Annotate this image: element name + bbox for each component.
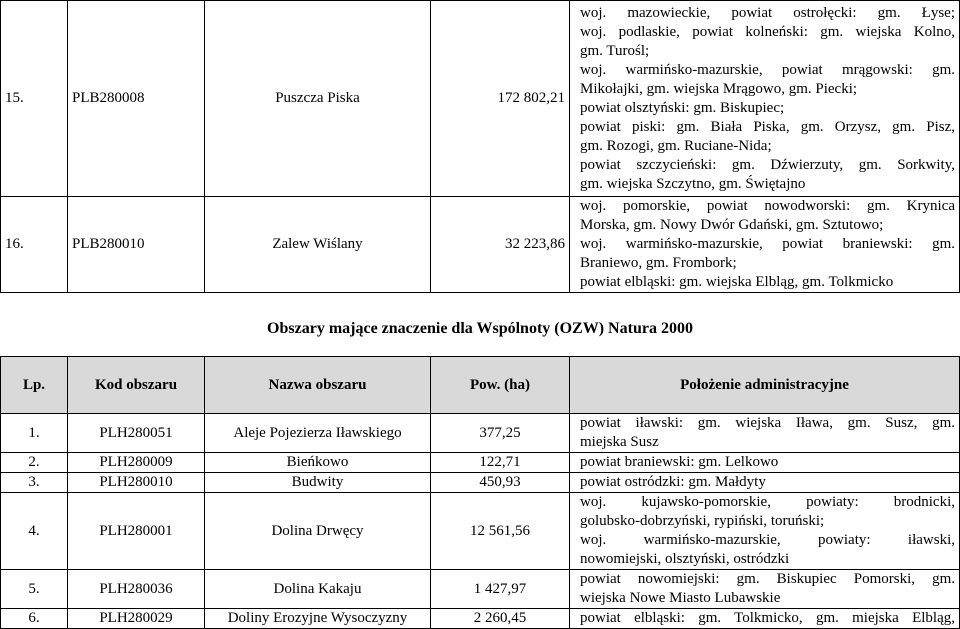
row-lp: 15. — [1, 1, 68, 197]
row-location — [570, 609, 960, 629]
row-name: Puszcza Piska — [205, 1, 431, 197]
row-location — [570, 570, 960, 609]
row-location — [570, 453, 960, 473]
row-area: 32 223,86 — [431, 197, 570, 293]
location-line: woj. kujawsko-pomorskie, powiaty: brodnicki, — [580, 494, 955, 510]
table-row — [1, 414, 960, 453]
row-area: 172 802,21 — [431, 1, 570, 197]
location-line: powiat elbląski: gm. wiejska Elbląg, gm. Tolkmicko — [580, 274, 894, 290]
location-line: Mikołajki, gm. wiejska Mrągowo, gm. Piecki; — [580, 80, 858, 97]
row-lp: 1. — [1, 414, 68, 453]
location-line: gm. Turośl; — [580, 42, 650, 59]
row-lp: 2. — [1, 453, 68, 473]
location-line: woj. pomorskie, powiat nowodworski: gm. Krynica — [580, 198, 955, 214]
table-row — [1, 473, 960, 493]
location-line: nowomiejski, olsztyński, ostródzki — [580, 551, 790, 567]
location-line: powiat olsztyński: gm. Biskupiec; — [580, 99, 785, 116]
row-location — [570, 1, 960, 197]
location-line: Braniewo, gm. Frombork; — [580, 255, 737, 271]
row-location — [570, 414, 960, 453]
row-area: 12 561,56 — [431, 493, 570, 570]
location-line: powiat braniewski: gm. Lelkowo — [580, 454, 779, 470]
table-row — [1, 453, 960, 473]
row-name: Doliny Erozyjne Wysoczyzny — [205, 609, 431, 629]
row-name: Zalew Wiślany — [205, 197, 431, 293]
location-line: woj. warmińsko-mazurskie, powiat mrągowski: gm. — [580, 61, 955, 78]
location-line: powiat iławski: gm. wiejska Iława, gm. Susz, gm. — [580, 415, 955, 431]
header-code: Kod obszaru — [68, 357, 205, 414]
row-lp: 3. — [1, 473, 68, 493]
location-line: powiat ostródzki: gm. Małdyty — [580, 474, 766, 490]
sci-table — [0, 356, 960, 629]
spa-table — [0, 0, 960, 293]
row-lp: 6. — [1, 609, 68, 629]
row-code: PLH280009 — [68, 453, 205, 473]
row-location — [570, 197, 960, 293]
row-name: Aleje Pojezierza Iławskiego — [205, 414, 431, 453]
table-row — [1, 493, 960, 570]
table-row — [1, 609, 960, 629]
row-name: Dolina Kakaju — [205, 570, 431, 609]
row-code: PLH280029 — [68, 609, 205, 629]
table-header-row — [1, 357, 960, 414]
location-line: woj. warmińsko-mazurskie, powiaty: iławski, — [580, 532, 955, 548]
location-line: powiat elbląski: gm. Tolkmicko, gm. miejska Elbląg, — [580, 610, 955, 626]
row-lp: 16. — [1, 197, 68, 293]
section-title: Obszary mające znaczenie dla Wspólnoty (OZW) Natura 2000 — [267, 320, 693, 337]
location-line: gm. wiejska Szczytno, gm. Świętajno — [580, 175, 806, 192]
location-line: powiat szczycieński: gm. Dźwierzuty, gm. Sorkwity, — [580, 156, 955, 173]
row-name: Bieńkowo — [205, 453, 431, 473]
location-line: gm. Rozogi, gm. Ruciane-Nida; — [580, 137, 772, 154]
table-row — [1, 197, 960, 293]
row-lp: 4. — [1, 493, 68, 570]
location-line: golubsko-dobrzyński, rypiński, toruński; — [580, 513, 825, 529]
location-line: woj. mazowieckie, powiat ostrołęcki: gm. Łyse; — [580, 4, 955, 21]
row-name: Dolina Drwęcy — [205, 493, 431, 570]
row-location — [570, 493, 960, 570]
row-area: 122,71 — [431, 453, 570, 473]
row-area: 2 260,45 — [431, 609, 570, 629]
header-location: Położenie administracyjne — [570, 357, 960, 414]
row-location — [570, 473, 960, 493]
row-code: PLH280001 — [68, 493, 205, 570]
location-line: Morska, gm. Nowy Dwór Gdański, gm. Sztutowo; — [580, 217, 884, 233]
header-area: Pow. (ha) — [431, 357, 570, 414]
row-lp: 5. — [1, 570, 68, 609]
location-line: woj. warmińsko-mazurskie, powiat braniewski: gm. — [580, 236, 955, 252]
row-area: 377,25 — [431, 414, 570, 453]
header-lp: Lp. — [1, 357, 68, 414]
table-row — [1, 570, 960, 609]
location-line: wiejska Nowe Miasto Lubawskie — [580, 590, 781, 606]
row-code: PLB280008 — [68, 1, 205, 197]
row-code: PLB280010 — [68, 197, 205, 293]
row-code: PLH280051 — [68, 414, 205, 453]
row-area: 450,93 — [431, 473, 570, 493]
row-area: 1 427,97 — [431, 570, 570, 609]
location-line: powiat nowomiejski: gm. Biskupiec Pomorski, gm. — [580, 571, 955, 587]
location-line: woj. podlaskie, powiat kolneński: gm. wiejska Kolno, — [580, 23, 955, 40]
header-name: Nazwa obszaru — [205, 357, 431, 414]
location-line: miejska Susz — [580, 434, 659, 450]
location-line: powiat piski: gm. Biała Piska, gm. Orzysz, gm. Pisz, — [580, 118, 955, 135]
row-code: PLH280036 — [68, 570, 205, 609]
table-row — [1, 1, 960, 197]
row-code: PLH280010 — [68, 473, 205, 493]
row-name: Budwity — [205, 473, 431, 493]
